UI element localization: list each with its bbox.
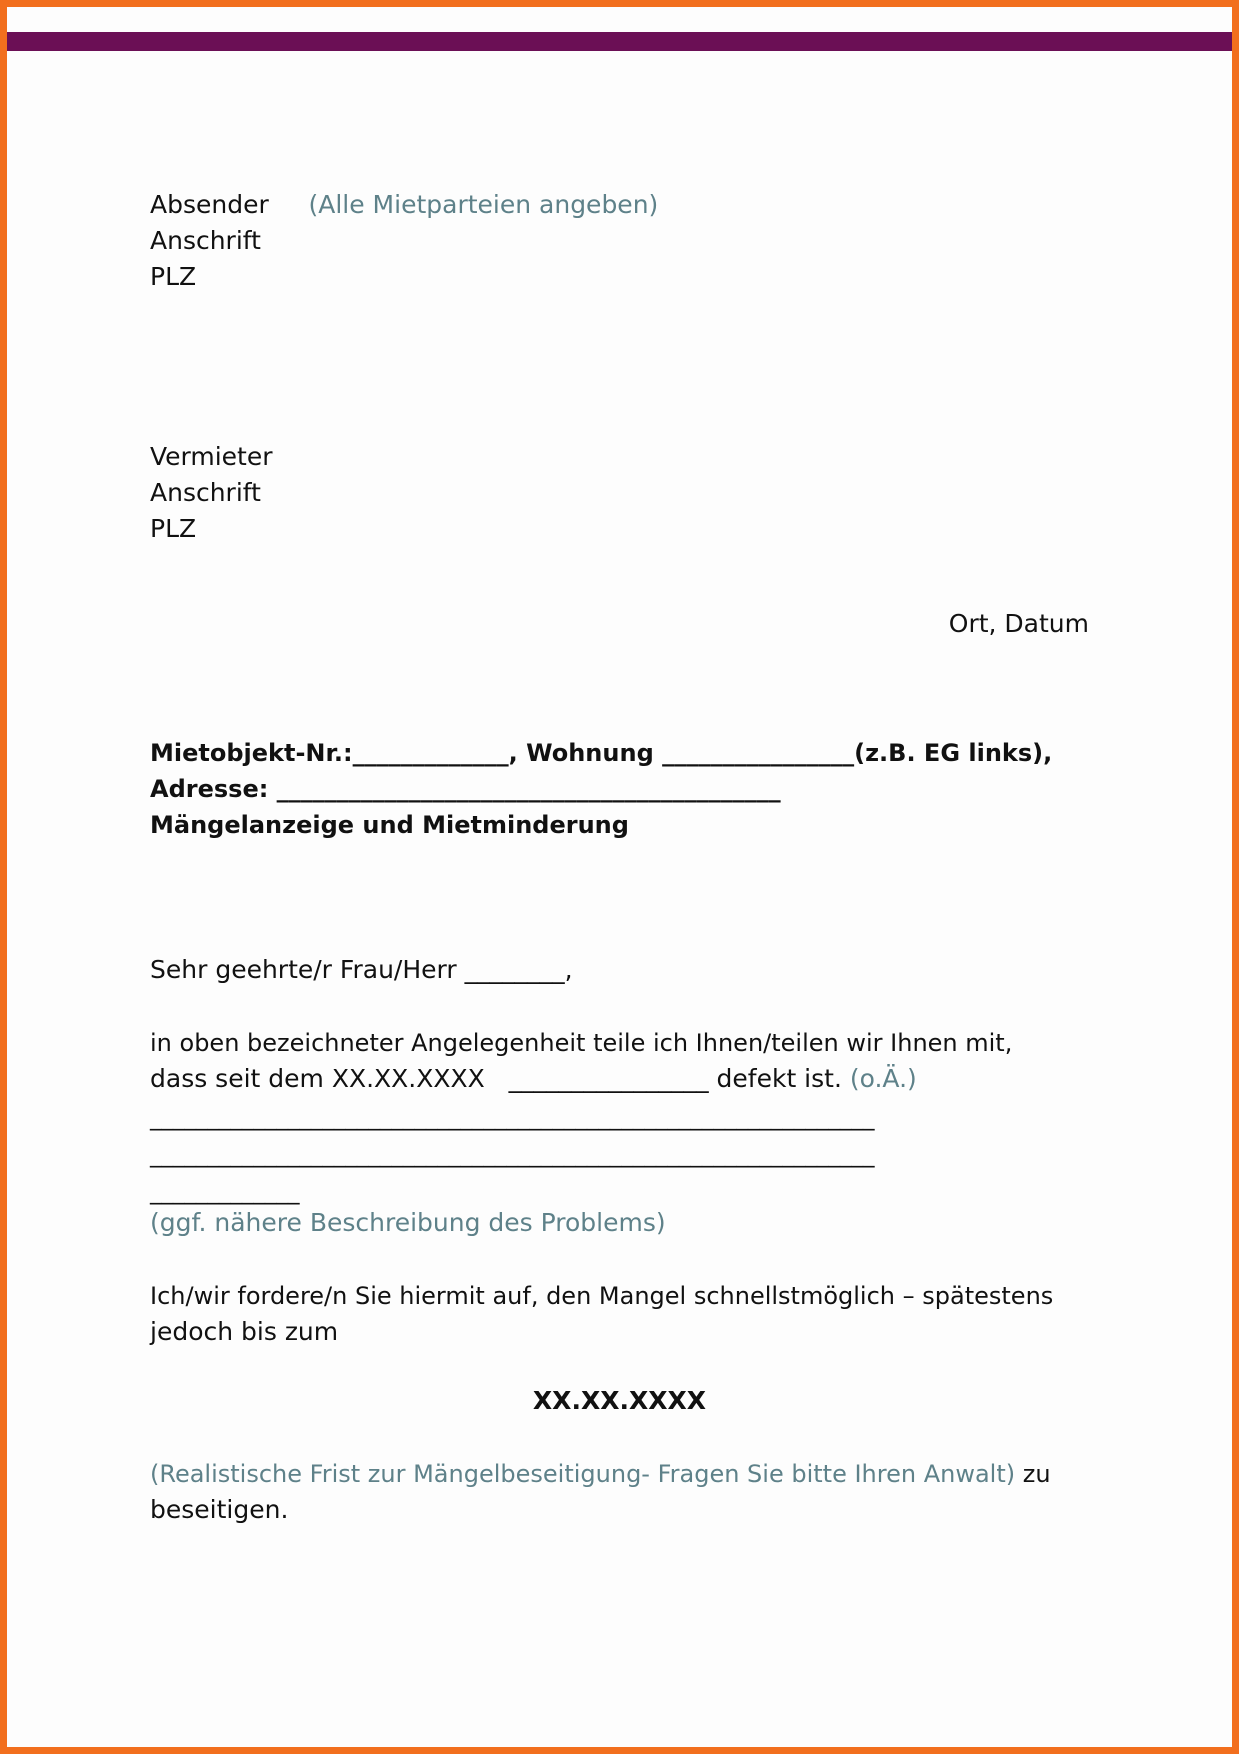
subject-line-1: Mietobjekt-Nr.:_____________, Wohnung ________________(z.B. EG links), bbox=[150, 739, 1053, 767]
blank-line-2: _______________________________________________________________ bbox=[150, 1142, 875, 1168]
header-bar bbox=[7, 32, 1232, 51]
blank-line-1: _______________________________________________________________ bbox=[150, 1105, 875, 1131]
blank-line-3: _____________ bbox=[150, 1179, 300, 1205]
deadline-date: XX.XX.XXXX bbox=[532, 1386, 707, 1415]
body-p1-line-1: in oben bezeichneter Angelegenheit teile ich Ihnen/teilen wir Ihnen mit, bbox=[150, 1029, 1013, 1057]
sender-name: Absender bbox=[150, 190, 269, 219]
landlord-name: Vermieter bbox=[150, 442, 273, 471]
body-p1-line-2 bbox=[150, 1061, 917, 1097]
sender-note: (Alle Mietparteien angeben) bbox=[308, 190, 659, 219]
description-note: (ggf. nähere Beschreibung des Problems) bbox=[150, 1208, 666, 1237]
landlord-address: Anschrift bbox=[150, 478, 261, 507]
landlord-zip: PLZ bbox=[150, 514, 197, 543]
body-p2-line-1: Ich/wir fordere/n Sie hiermit auf, den Mangel schnellstmöglich – spätestens bbox=[150, 1282, 1054, 1310]
place-date: Ort, Datum bbox=[948, 609, 1089, 638]
sender-name-line bbox=[150, 187, 658, 223]
body-p3-line-2: beseitigen. bbox=[150, 1495, 289, 1524]
sender-address: Anschrift bbox=[150, 226, 261, 255]
body-p2-line-2: jedoch bis zum bbox=[150, 1317, 339, 1346]
sender-zip: PLZ bbox=[150, 262, 197, 291]
body-p1-line-2-text: dass seit dem XX.XX.XXXX ________________ defekt ist. bbox=[150, 1064, 850, 1093]
subject-title: Mängelanzeige und Mietminderung bbox=[150, 811, 629, 839]
body-p3-line-1 bbox=[150, 1456, 1051, 1492]
salutation: Sehr geehrte/r Frau/Herr ________, bbox=[150, 955, 573, 984]
body-p3-note: (Realistische Frist zur Mängelbeseitigung- Fragen Sie bitte Ihren Anwalt) bbox=[150, 1460, 1016, 1488]
body-p3-tail: zu bbox=[1015, 1460, 1051, 1488]
subject-line-2: Adresse: __________________________________________ bbox=[150, 775, 781, 803]
body-p1-note: (o.Ä.) bbox=[849, 1064, 917, 1093]
